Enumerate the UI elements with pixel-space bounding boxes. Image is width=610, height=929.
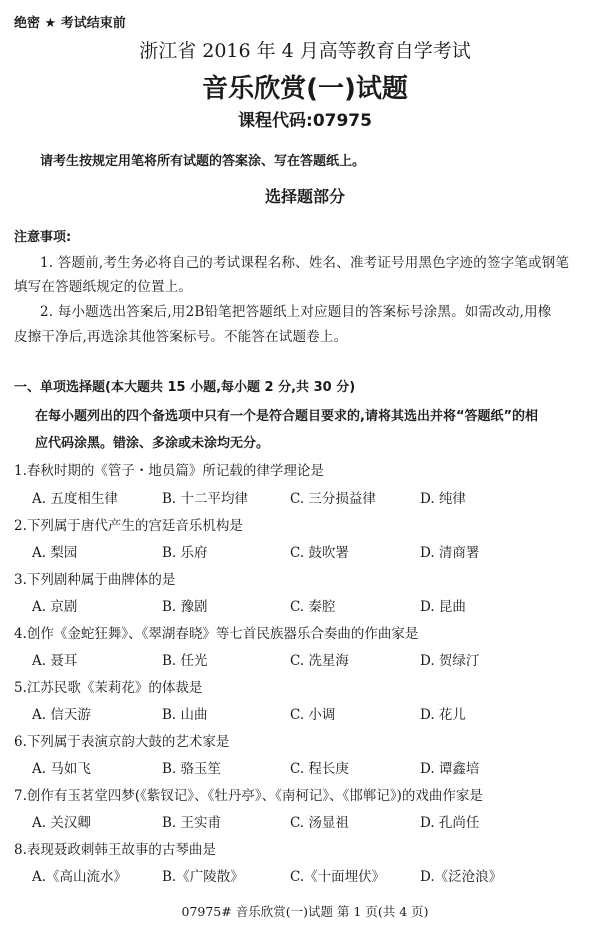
- note-item-2-line-1: 2. 每小题选出答案后,用2B铅笔把答题纸上对应题目的答案标号涂黑。如需改动,用橡: [40, 304, 552, 320]
- option-c: C. 汤显祖: [290, 815, 349, 831]
- option-a: A. 京剧: [32, 599, 78, 615]
- question-stem: 2.下列属于唐代产生的宫廷音乐机构是: [14, 518, 243, 534]
- option-c: C. 鼓吹署: [290, 545, 349, 561]
- option-a: A. 五度相生律: [32, 491, 118, 507]
- confidential-label: 绝密 ★ 考试结束前: [14, 16, 126, 31]
- option-a: A. 关汉卿: [32, 815, 91, 831]
- part-title: 选择题部分: [264, 187, 345, 206]
- option-b: B. 豫剧: [162, 599, 208, 615]
- option-b: B.《广陵散》: [162, 869, 244, 885]
- option-c: C. 冼星海: [290, 653, 349, 669]
- question-stem: 4.创作《金蛇狂舞》、《翠湖春晓》等七首民族器乐合奏曲的作曲家是: [14, 626, 419, 642]
- note-item-1-line-1: 1. 答题前,考生务必将自己的考试课程名称、姓名、准考证号用黑色字迹的签字笔或钢笔: [40, 255, 570, 271]
- option-a: A. 梨园: [32, 545, 78, 561]
- notes-heading: 注意事项:: [14, 230, 72, 245]
- question-stem: 5.江苏民歌《茉莉花》的体裁是: [14, 680, 203, 696]
- question-stem: 7.创作有玉茗堂四梦(《紫钗记》、《牡丹亭》、《南柯记》、《邯郸记》)的戏曲作家是: [14, 788, 483, 804]
- general-instruction: 请考生按规定用笔将所有试题的答案涂、写在答题纸上。: [40, 154, 366, 169]
- option-d: D. 孔尚任: [420, 815, 480, 831]
- option-c: C. 程长庚: [290, 761, 349, 777]
- option-b: B. 山曲: [162, 707, 208, 723]
- question-stem: 1.春秋时期的《管子・地员篇》所记载的律学理论是: [14, 463, 324, 479]
- option-c: C. 小调: [290, 707, 336, 723]
- note-item-1-line-2: 填写在答题纸规定的位置上。: [14, 279, 193, 295]
- option-a: A. 马如飞: [32, 761, 91, 777]
- option-b: B. 任光: [162, 653, 208, 669]
- page-footer: 07975# 音乐欣赏(一)试题 第 1 页(共 4 页): [181, 904, 429, 919]
- option-a: A.《高山流水》: [32, 869, 128, 885]
- option-d: D. 清商署: [420, 545, 480, 561]
- exam-title: 浙江省 2016 年 4 月高等教育自学考试: [139, 40, 471, 62]
- option-c: C. 秦腔: [290, 599, 336, 615]
- option-d: D. 谭鑫培: [420, 761, 480, 777]
- course-code: 课程代码:07975: [238, 111, 372, 131]
- option-c: C. 三分损益律: [290, 491, 376, 507]
- option-b: B. 骆玉笙: [162, 761, 222, 777]
- option-b: B. 十二平均律: [162, 491, 249, 507]
- option-d: D.《泛沧浪》: [420, 869, 503, 885]
- option-d: D. 纯律: [420, 491, 466, 507]
- section-note-line-2: 应代码涂黑。错涂、多涂或未涂均无分。: [35, 436, 270, 451]
- section-note-line-1: 在每小题列出的四个备选项中只有一个是符合题目要求的,请将其选出并将“答题纸”的相: [35, 409, 539, 424]
- question-stem: 6.下列属于表演京韵大鼓的艺术家是: [14, 734, 230, 750]
- option-d: D. 昆曲: [420, 599, 466, 615]
- note-item-2-line-2: 皮擦干净后,再选涂其他答案标号。不能答在试题卷上。: [14, 329, 348, 345]
- option-c: C.《十面埋伏》: [290, 869, 386, 885]
- question-stem: 3.下列剧种属于曲牌体的是: [14, 572, 176, 588]
- question-stem: 8.表现聂政刺韩王故事的古琴曲是: [14, 842, 216, 858]
- option-d: D. 花儿: [420, 707, 466, 723]
- option-b: B. 乐府: [162, 545, 208, 561]
- option-d: D. 贺绿汀: [420, 653, 480, 669]
- option-b: B. 王实甫: [162, 815, 222, 831]
- paper-title: 音乐欣赏(一)试题: [202, 74, 408, 104]
- option-a: A. 聂耳: [32, 653, 78, 669]
- section-heading: 一、单项选择题(本大题共 15 小题,每小题 2 分,共 30 分): [14, 380, 356, 395]
- option-a: A. 信天游: [32, 707, 91, 723]
